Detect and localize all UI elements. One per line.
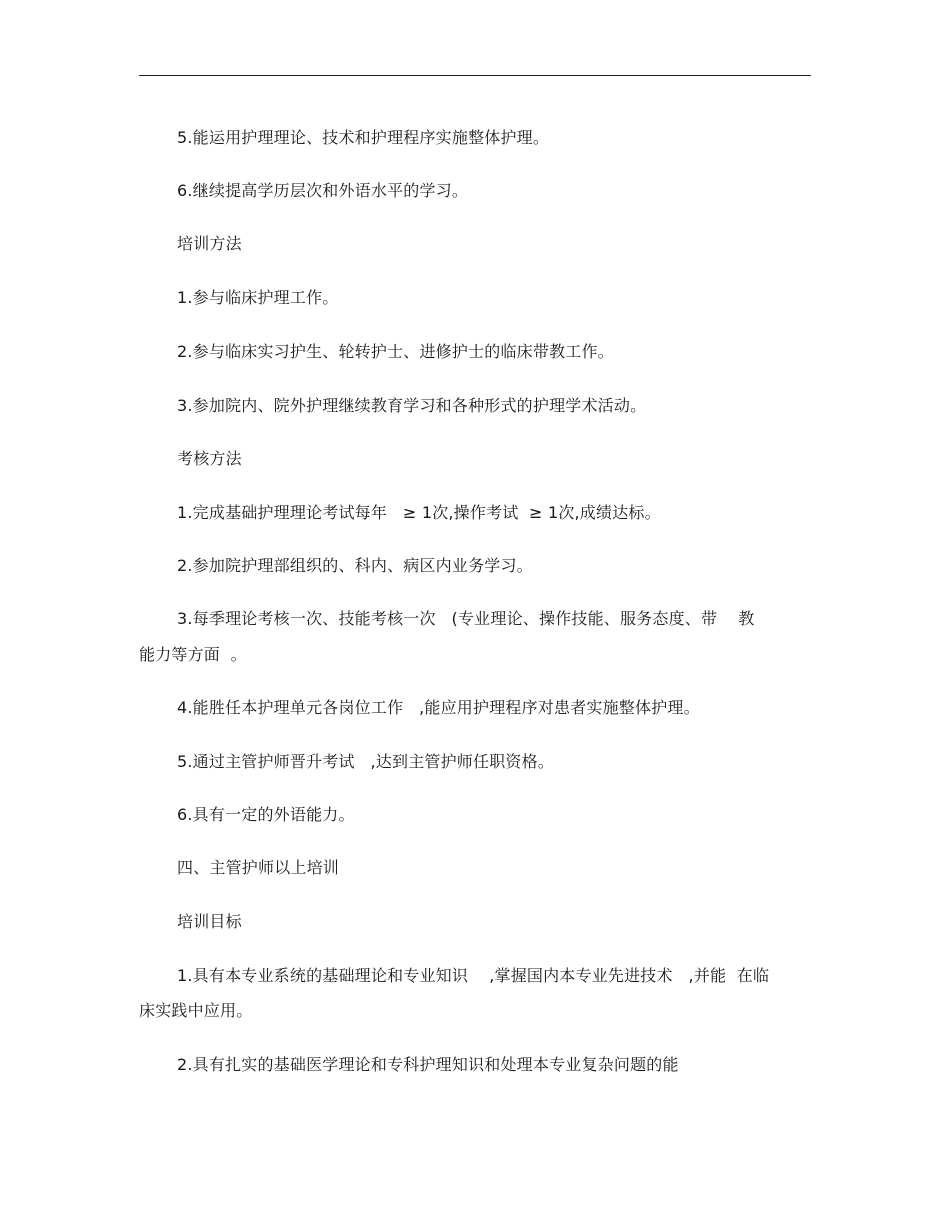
text-line: 3.每季理论考核一次、技能考核一次 (专业理论、操作技能、服务态度、带 教 [177,609,755,628]
text-line: 5.能运用护理理论、技术和护理程序实施整体护理。 [177,128,550,147]
text-line-continuation: 床实践中应用。 [139,1001,253,1020]
section-heading: 四、主管护师以上培训 [177,858,340,877]
text-line-continuation: 能力等方面 。 [139,645,247,664]
text-line: 2.具有扎实的基础医学理论和专科护理知识和处理本专业复杂问题的能 [177,1055,679,1074]
text-line: 3.参加院内、院外护理继续教育学习和各种形式的护理学术活动。 [177,396,647,415]
text-line: 1.具有本专业系统的基础理论和专业知识 ,掌握国内本专业先进技术 ,并能 在临 [177,966,770,985]
text-line: 6.具有一定的外语能力。 [177,805,355,824]
text-line: 5.通过主管护师晋升考试 ,达到主管护师任职资格。 [177,752,555,771]
text-line: 4.能胜任本护理单元各岗位工作 ,能应用护理程序对患者实施整体护理。 [177,698,700,717]
section-heading: 考核方法 [177,449,242,468]
header-rule [139,75,811,76]
section-heading: 培训目标 [177,912,242,931]
section-heading: 培训方法 [177,234,242,253]
text-line: 1.参与临床护理工作。 [177,288,339,307]
text-line: 1.完成基础护理理论考试每年 ≥ 1次,操作考试 ≥ 1次,成绩达标。 [177,503,661,522]
text-line: 2.参加院护理部组织的、科内、病区内业务学习。 [177,556,533,575]
text-line: 2.参与临床实习护生、轮转护士、进修护士的临床带教工作。 [177,342,614,361]
text-line: 6.继续提高学历层次和外语水平的学习。 [177,181,469,200]
